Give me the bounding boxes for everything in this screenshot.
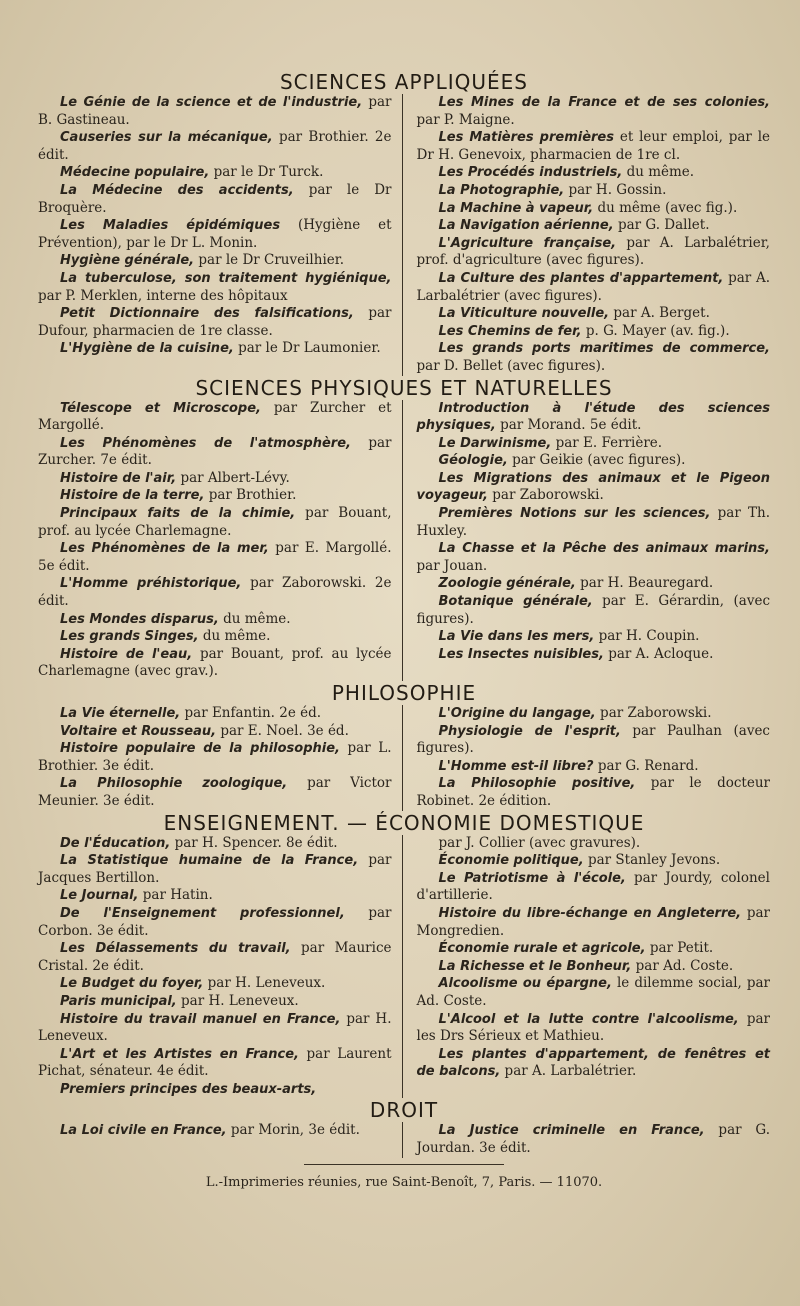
book-details: du même (avec fig.).	[593, 199, 738, 216]
book-details: par le Dr Cruveilhier.	[194, 252, 345, 269]
book-title: La Navigation aérienne,	[438, 218, 614, 234]
book-entry	[38, 628, 392, 646]
book-details: par D. Bellet (avec figures).	[416, 357, 606, 374]
book-entry	[417, 940, 771, 958]
book-title: L'Alcool et la lutte contre l'alcoolisme,	[438, 1011, 739, 1027]
book-entry	[38, 1081, 392, 1099]
book-entry	[38, 217, 392, 252]
book-entry	[417, 182, 771, 200]
book-title: Les Mines de la France et de ses colonies,	[438, 95, 770, 110]
book-title: De l'Éducation,	[60, 835, 171, 851]
book-details: par le Dr Broquère.	[38, 181, 392, 216]
book-entry	[38, 305, 392, 340]
book-entry	[417, 129, 771, 164]
book-entry	[417, 200, 771, 218]
book-title: Histoire populaire de la philosophie,	[60, 741, 340, 757]
book-entry	[417, 305, 771, 323]
book-entry	[417, 217, 771, 235]
book-entry	[417, 470, 771, 505]
book-title: Alcoolisme ou épargne,	[438, 976, 612, 992]
book-title: Les Délassements du travail,	[60, 941, 291, 957]
book-details: par Zurcher. 7e édit.	[38, 434, 392, 469]
book-details: par Maurice Cristal. 2e édit.	[38, 940, 392, 974]
book-details: par J. Collier (avec gravures).	[438, 834, 641, 851]
book-title: Petit Dictionnaire des falsifications,	[60, 306, 354, 322]
book-title: L'Origine du langage,	[438, 706, 596, 721]
book-title: Les grands ports maritimes de commerce,	[438, 341, 770, 357]
book-details: le dilemme social, par Ad. Coste.	[416, 975, 770, 1009]
book-entry	[417, 164, 771, 182]
book-entry	[38, 400, 392, 435]
book-title: Les Mondes disparus,	[60, 611, 219, 627]
book-title: Le Budget du foyer,	[60, 976, 204, 992]
book-entry	[417, 235, 771, 270]
right-column	[403, 94, 771, 376]
book-entry	[38, 340, 392, 358]
book-title: La Vie éternelle,	[60, 706, 181, 721]
book-title: Le Patriotisme à l'école,	[438, 870, 626, 886]
book-title: La Viticulture nouvelle,	[438, 306, 610, 322]
book-title: Causeries sur la mécanique,	[60, 130, 273, 146]
book-entry	[417, 452, 771, 470]
book-entry	[417, 94, 771, 129]
book-entry	[417, 270, 771, 305]
book-entry	[417, 1122, 771, 1157]
book-title: Le Génie de la science et de l'industrie,	[60, 95, 363, 110]
book-title: Introduction à l'étude des sciences physiques,	[416, 400, 770, 434]
book-details: p. G. Mayer (av. fig.).	[581, 322, 730, 339]
section-title: SCIENCES APPLIQUÉES	[279, 70, 528, 94]
book-details: par Brothier. 2e édit.	[38, 129, 392, 163]
book-title: Premiers principes des beaux-arts,	[60, 1081, 317, 1097]
book-details: par A. Larbalétrier (avec figures).	[416, 269, 770, 304]
book-details: par H. Beauregard.	[575, 575, 714, 592]
book-details: par Zurcher et Margollé.	[38, 399, 392, 434]
book-details: par E. Gérardin, (avec figures).	[416, 593, 770, 627]
book-details: par Brothier.	[204, 487, 297, 504]
book-title: Télescope et Microscope,	[60, 400, 261, 416]
book-title: Médecine populaire,	[60, 165, 210, 181]
book-entry	[417, 435, 771, 453]
book-entry	[417, 323, 771, 341]
book-title: La tuberculose, son traitement hygiénique,	[60, 270, 392, 286]
book-details: par Corbon. 3e édit.	[38, 904, 392, 939]
book-details: par E. Ferrière.	[551, 434, 663, 451]
book-details: par Bouant, prof. au lycée Charlemagne (avec grav.).	[38, 645, 392, 680]
book-title: Botanique générale,	[438, 594, 593, 610]
book-entry	[38, 575, 392, 610]
book-entry	[417, 340, 771, 375]
book-title: Les Procédés industriels,	[438, 165, 623, 181]
book-entry	[417, 705, 771, 723]
book-entry	[38, 1046, 392, 1081]
section-title: SCIENCES PHYSIQUES ET NATURELLES	[195, 375, 613, 400]
footer-rule	[304, 1164, 504, 1165]
book-details: (Hygiène et Prévention), par le Dr L. Monin.	[38, 217, 392, 251]
book-details: par H. Leneveux.	[38, 1010, 392, 1045]
printer-footer: L.-Imprimeries réunies, rue Saint-Benoît, 7, Paris. — 11070.	[205, 1174, 603, 1190]
book-entry	[417, 723, 771, 758]
book-entry	[417, 505, 771, 540]
book-details: par Albert-Lévy.	[176, 469, 290, 486]
book-entry	[38, 164, 392, 182]
book-title: Économie rurale et agricole,	[438, 941, 646, 957]
book-details: par le Dr Laumonier.	[233, 340, 381, 357]
book-details: par Jourdy, colonel d'artillerie.	[416, 869, 770, 904]
book-entry	[417, 835, 771, 853]
book-entry	[38, 993, 392, 1011]
book-title: Premières Notions sur les sciences,	[438, 506, 711, 522]
book-title: L'Homme préhistorique,	[60, 576, 242, 592]
book-details: par Dufour, pharmacien de 1re classe.	[38, 305, 392, 339]
catalog-sections	[38, 70, 770, 1158]
book-details: par Petit.	[645, 940, 714, 957]
book-title: Histoire de l'air,	[60, 470, 177, 486]
book-entry	[417, 852, 771, 870]
book-title: Les plantes d'appartement, de fenêtres et de balcons,	[416, 1046, 770, 1080]
book-title: L'Art et les Artistes en France,	[60, 1046, 299, 1062]
book-entry	[38, 94, 392, 129]
book-entry	[417, 870, 771, 905]
book-title: La Justice criminelle en France,	[438, 1123, 705, 1139]
book-entry	[417, 905, 771, 940]
book-details: par Paulhan (avec figures).	[416, 722, 770, 757]
book-details: par G. Dallet.	[613, 217, 710, 234]
book-details: par Stanley Jevons.	[583, 852, 721, 869]
book-details: par le docteur Robinet. 2e édition.	[416, 775, 770, 809]
book-details: et leur emploi, par le Dr H. Genevoix, pharmacien de 1re cl.	[416, 129, 771, 163]
book-title: L'Homme est-il libre?	[438, 758, 594, 774]
book-entry	[417, 775, 771, 810]
book-entry	[38, 723, 392, 741]
book-details: par Bouant, prof. au lycée Charlemagne.	[38, 505, 392, 539]
book-title: La Médecine des accidents,	[60, 182, 294, 198]
right-column	[403, 400, 771, 682]
book-details: par H. Coupin.	[594, 628, 700, 645]
book-title: Hygiène générale,	[60, 253, 195, 269]
book-title: Le Darwinisme,	[438, 435, 552, 451]
left-column	[38, 835, 403, 1099]
book-details: par A. Acloque.	[603, 645, 714, 662]
book-entry	[38, 1122, 392, 1140]
book-title: La Photographie,	[438, 182, 565, 198]
book-entry	[38, 1011, 392, 1046]
book-entry	[38, 940, 392, 975]
book-title: La Culture des plantes d'appartement,	[438, 270, 724, 286]
book-details: par Jacques Bertillon.	[38, 852, 392, 886]
book-title: Les Maladies épidémiques	[60, 218, 281, 234]
book-entry	[417, 1011, 771, 1046]
book-details: par P. Maigne.	[416, 111, 515, 128]
book-entry	[38, 270, 392, 305]
section-title: ENSEIGNEMENT. — ÉCONOMIE DOMESTIQUE	[163, 810, 645, 835]
book-details: par A. Larbalétrier, prof. d'agriculture (avec figures).	[416, 234, 770, 269]
book-title: Physiologie de l'esprit,	[438, 723, 621, 739]
book-entry	[38, 505, 392, 540]
book-title: La Loi civile en France,	[60, 1123, 227, 1139]
book-details: par Laurent Pichat, sénateur. 4e édit.	[38, 1045, 392, 1080]
book-entry	[38, 540, 392, 575]
book-entry	[417, 958, 771, 976]
book-details: par Morand. 5e édit.	[495, 417, 642, 434]
book-title: La Philosophie positive,	[438, 776, 636, 792]
section-columns	[38, 94, 770, 376]
book-entry	[417, 575, 771, 593]
book-title: Zoologie générale,	[438, 576, 576, 592]
book-details: par le Dr Turck.	[209, 164, 324, 181]
book-entry	[417, 758, 771, 776]
book-details: par H. Spencer. 8e édit.	[170, 834, 338, 851]
book-details: par Zaborowski.	[595, 705, 712, 721]
book-title: Voltaire et Rousseau,	[60, 723, 217, 739]
book-entry	[38, 129, 392, 164]
book-details: par H. Leneveux.	[203, 975, 326, 992]
book-entry	[417, 1046, 771, 1081]
book-entry	[38, 905, 392, 940]
book-details: par B. Gastineau.	[38, 94, 392, 128]
book-entry	[38, 740, 392, 775]
book-title: La Richesse et le Bonheur,	[438, 958, 632, 974]
book-details: par Victor Meunier. 3e édit.	[38, 775, 392, 809]
book-entry	[38, 252, 392, 270]
book-title: Histoire de la terre,	[60, 488, 205, 504]
book-details: par Th. Huxley.	[416, 505, 770, 539]
book-title: L'Hygiène de la cuisine,	[60, 341, 234, 357]
right-column	[403, 1122, 771, 1157]
book-title: Les Matières premières	[438, 130, 614, 146]
book-title: Histoire du travail manuel en France,	[60, 1011, 341, 1027]
book-entry	[417, 628, 771, 646]
book-entry	[417, 400, 771, 435]
book-title: Les Phénomènes de la mer,	[60, 541, 269, 557]
book-entry	[38, 835, 392, 853]
section-title: PHILOSOPHIE	[331, 681, 477, 705]
left-column	[38, 400, 403, 682]
right-column	[403, 835, 771, 1099]
book-details: par H. Leneveux.	[176, 992, 299, 1009]
left-column	[38, 1122, 403, 1157]
book-details: par G. Renard.	[593, 757, 699, 774]
book-title: La Vie dans les mers,	[438, 629, 595, 645]
book-entry	[38, 611, 392, 629]
book-title: Le Journal,	[60, 888, 139, 904]
section-columns	[38, 705, 770, 811]
book-title: Histoire de l'eau,	[60, 646, 193, 662]
book-details: par Zaborowski. 2e édit.	[38, 575, 392, 610]
book-details: par P. Merklen, interne des hôpitaux	[38, 287, 288, 304]
book-title: Les Migrations des animaux et le Pigeon voyageur,	[416, 470, 770, 504]
book-title: La Statistique humaine de la France,	[60, 853, 359, 869]
book-entry	[38, 435, 392, 470]
book-entry	[38, 887, 392, 905]
book-entry	[417, 540, 771, 575]
book-details: par E. Noel. 3e éd.	[216, 722, 349, 739]
book-title: De l'Enseignement professionnel,	[60, 905, 345, 921]
book-details: par Zaborowski.	[487, 487, 604, 504]
book-details: par Ad. Coste.	[631, 957, 734, 974]
book-entry	[38, 182, 392, 217]
book-details: par A. Larbalétrier.	[500, 1063, 637, 1080]
right-column	[403, 705, 771, 811]
section-columns	[38, 835, 770, 1099]
book-details: par A. Berget.	[609, 305, 710, 322]
book-entry	[38, 470, 392, 488]
book-details: par les Drs Sérieux et Mathieu.	[416, 1010, 771, 1045]
book-title: Les Phénomènes de l'atmosphère,	[60, 435, 351, 451]
book-entry	[417, 646, 771, 664]
book-title: La Machine à vapeur,	[438, 200, 594, 216]
book-details: du même.	[218, 610, 291, 627]
book-details: par Jouan.	[416, 557, 488, 574]
book-entry	[417, 593, 771, 628]
book-entry	[38, 646, 392, 681]
book-title: Économie politique,	[438, 853, 584, 869]
book-entry	[38, 852, 392, 887]
section-columns	[38, 1122, 770, 1157]
book-details: par Hatin.	[138, 887, 213, 904]
book-title: Principaux faits de la chimie,	[60, 506, 296, 522]
book-title: Les grands Singes,	[60, 629, 199, 645]
book-entry	[38, 975, 392, 993]
book-title: Les Chemins de fer,	[438, 323, 582, 339]
section-title: DROIT	[369, 1098, 439, 1123]
book-details: par Mongredien.	[416, 904, 770, 939]
book-entry	[38, 705, 392, 723]
book-title: Les Insectes nuisibles,	[438, 646, 604, 662]
book-details: par Enfantin. 2e éd.	[180, 705, 322, 721]
book-entry	[417, 975, 771, 1010]
book-details: du même.	[622, 164, 695, 181]
book-entry	[38, 487, 392, 505]
book-title: Paris municipal,	[60, 993, 177, 1009]
section-columns	[38, 400, 770, 682]
book-details: par H. Gossin.	[564, 181, 667, 198]
book-details: par Morin, 3e édit.	[226, 1122, 360, 1139]
book-title: La Philosophie zoologique,	[60, 776, 288, 792]
book-details: par E. Margollé. 5e édit.	[38, 540, 392, 574]
book-details: par Geikie (avec figures).	[507, 452, 686, 469]
book-title: La Chasse et la Pêche des animaux marins,	[438, 541, 770, 557]
book-title: L'Agriculture française,	[438, 235, 617, 251]
book-details: par G. Jourdan. 3e édit.	[416, 1122, 770, 1157]
book-details: par L. Brothier. 3e édit.	[38, 740, 392, 774]
book-details: du même.	[198, 628, 271, 645]
book-title: Histoire du libre-échange en Angleterre,	[438, 905, 742, 921]
left-column	[38, 705, 403, 811]
book-title: Géologie,	[438, 453, 508, 469]
left-column	[38, 94, 403, 376]
book-entry	[38, 775, 392, 810]
